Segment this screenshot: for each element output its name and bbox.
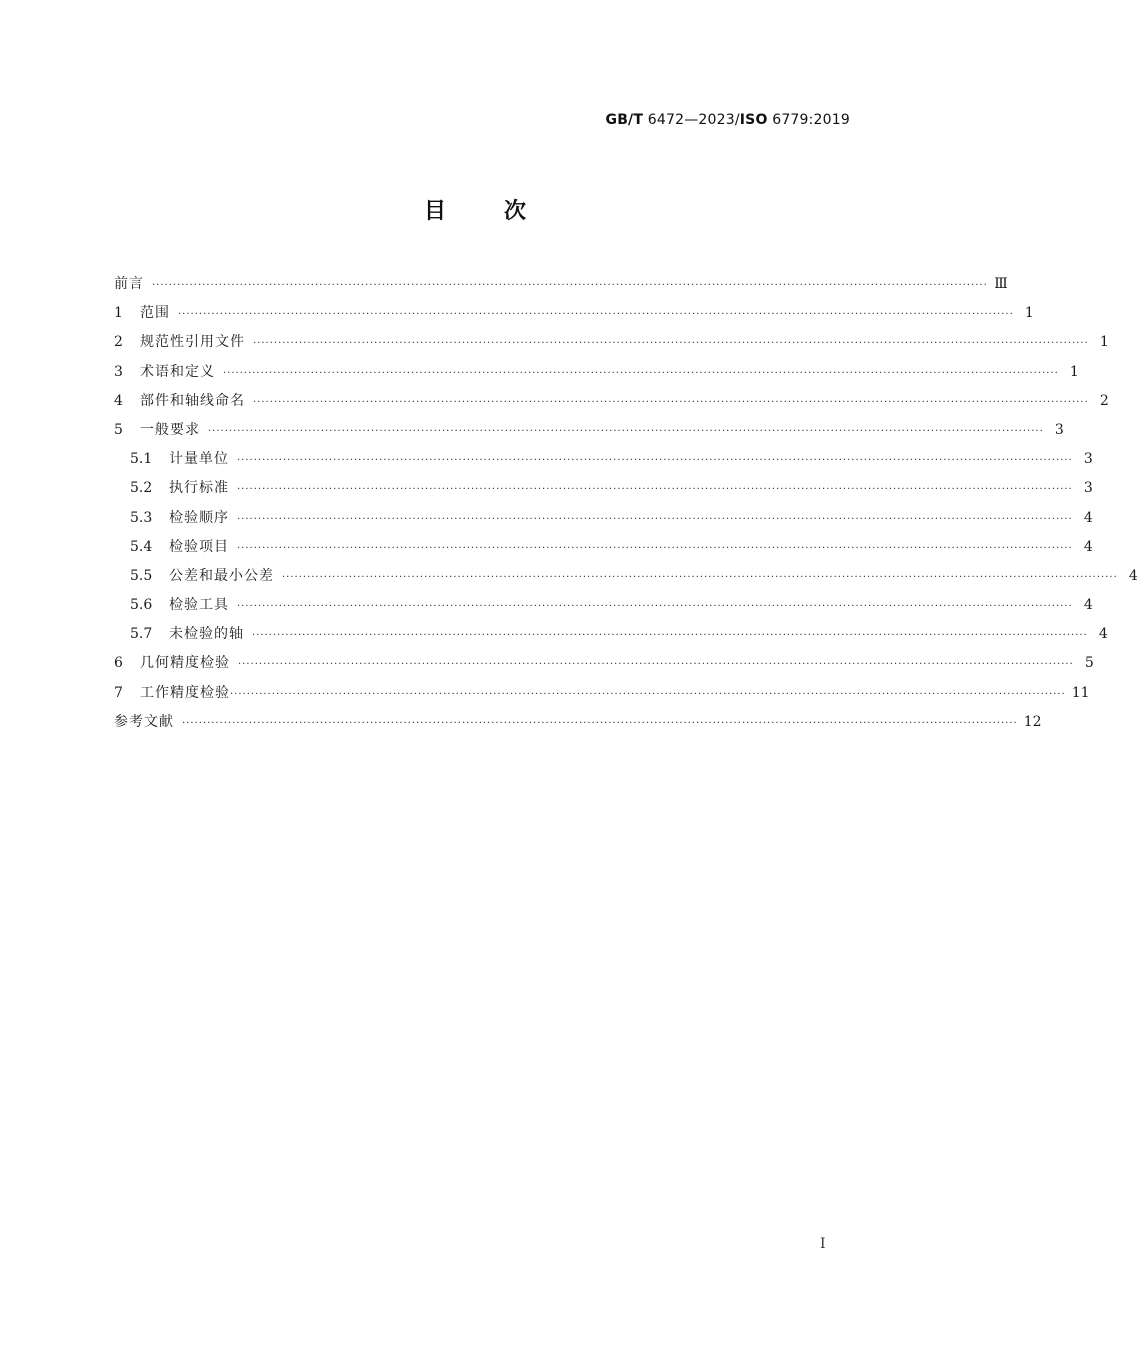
toc-leader-dots: ········································································································································································································ [252,630,1088,642]
toc-entry-3[interactable] [114,358,1079,387]
toc-entry-page: 4 [1083,597,1093,614]
toc-entry-number: 5 [114,421,123,438]
toc-leader-dots: ········································································································································································································ [237,484,1073,496]
toc-leader-dots: ········································································································································································································ [253,396,1089,408]
toc-title-char-1: 目 [423,199,446,224]
toc-entry-page: 2 [1099,392,1109,409]
toc-leader-dots: ········································································································································································································ [237,455,1073,467]
toc-leader-dots: ········································································································································································································ [238,659,1074,671]
toc-entry-page: Ⅲ [994,276,1008,292]
toc-entry-page: 12 [1023,713,1042,730]
toc-entry-page: 4 [1098,626,1108,643]
toc-entry-number: 5.6 [130,597,153,614]
toc-entry-page: 1 [1069,363,1079,380]
toc-entry-2[interactable] [114,328,1109,357]
toc-entry-number: 5.4 [130,538,153,555]
standard-code-iso: ISO [739,112,768,128]
toc-entry-7[interactable] [114,679,1090,708]
toc-leader-dots: ········································································································································································································ [282,571,1118,583]
toc-entry-label: 执行标准 [169,480,229,497]
toc-entry-number: 5.7 [130,626,153,643]
toc-entry-number: 2 [114,334,123,351]
toc-entry-page: 4 [1083,538,1093,555]
toc-entry-number: 5.5 [130,567,153,584]
toc-entry-label: 检验工具 [169,597,229,614]
toc-entry-foreword[interactable] [114,270,1008,299]
toc-entry-bibliography[interactable] [114,708,1042,737]
toc-entry-5-5[interactable] [114,562,1138,591]
toc-leader-dots: ········································································································································································································ [230,688,1066,700]
toc-entry-number: 5.2 [130,480,153,497]
toc-entry-5-1[interactable] [114,445,1093,474]
toc-entry-page: 1 [1099,334,1109,351]
toc-entry-label: 术语和定义 [140,363,215,380]
toc-leader-dots: ········································································································································································································ [253,338,1089,350]
toc-entry-label: 检验顺序 [169,509,229,526]
toc-entry-label: 参考文献 [114,713,174,730]
toc-entry-5-2[interactable] [114,474,1093,503]
toc-entry-4[interactable] [114,387,1109,416]
toc-entry-page: 1 [1024,305,1034,322]
toc-leader-dots: ········································································································································································································ [237,542,1073,554]
toc-entry-label: 一般要求 [140,421,200,438]
toc-entry-5-3[interactable] [114,504,1093,533]
toc-leader-dots: ········································································································································································································ [223,367,1059,379]
toc-leader-dots: ········································································································································································································ [237,601,1073,613]
toc-entry-5-4[interactable] [114,533,1093,562]
toc-entry-label: 范围 [140,305,170,322]
toc-entry-label: 公差和最小公差 [169,567,274,584]
toc-leader-dots: ········································································································································································································ [237,513,1073,525]
toc-entry-number: 1 [114,305,123,322]
toc-entry-1[interactable] [114,299,1034,328]
toc-entry-page: 3 [1083,451,1093,468]
page-folio: I [820,1236,826,1252]
toc-entry-number: 3 [114,363,123,380]
toc-entry-number: 5.1 [130,451,153,468]
toc-leader-dots: ········································································································································································································ [152,280,988,291]
toc-entry-5-7[interactable] [114,620,1108,649]
toc-entry-label: 计量单位 [169,451,229,468]
toc-entry-page: 11 [1071,684,1090,701]
toc-leader-dots: ········································································································································································································ [208,425,1044,437]
toc-entry-page: 5 [1084,655,1094,672]
toc-entry-page: 3 [1054,421,1064,438]
toc-entry-6[interactable] [114,649,1094,678]
toc-entry-page: 4 [1128,567,1138,584]
toc-entry-page: 4 [1083,509,1093,526]
standard-code [606,112,851,128]
toc-entry-label: 几何精度检验 [140,655,230,672]
standard-code-iso-number: 6779:2019 [767,112,850,128]
toc-entry-page: 3 [1083,480,1093,497]
toc-title [0,194,950,225]
toc-entry-number: 6 [114,655,123,672]
standard-code-gb: GB/T [605,112,644,128]
table-of-contents [114,270,1138,737]
standard-code-number: 6472—2023/ [643,112,740,128]
toc-entry-label: 工作精度检验 [140,684,230,701]
toc-title-char-2: 次 [504,199,527,224]
toc-entry-number: 5.3 [130,509,153,526]
toc-entry-label: 未检验的轴 [169,626,244,643]
toc-entry-5[interactable] [114,416,1064,445]
toc-entry-number: 7 [114,684,123,701]
toc-entry-number: 4 [114,392,123,409]
toc-leader-dots: ········································································································································································································ [182,717,1018,729]
toc-entry-label: 部件和轴线命名 [140,392,245,409]
toc-entry-label: 规范性引用文件 [140,334,245,351]
toc-entry-5-6[interactable] [114,591,1093,620]
toc-entry-label: 前言 [114,276,144,292]
toc-leader-dots: ········································································································································································································ [178,309,1014,321]
toc-entry-label: 检验项目 [169,538,229,555]
